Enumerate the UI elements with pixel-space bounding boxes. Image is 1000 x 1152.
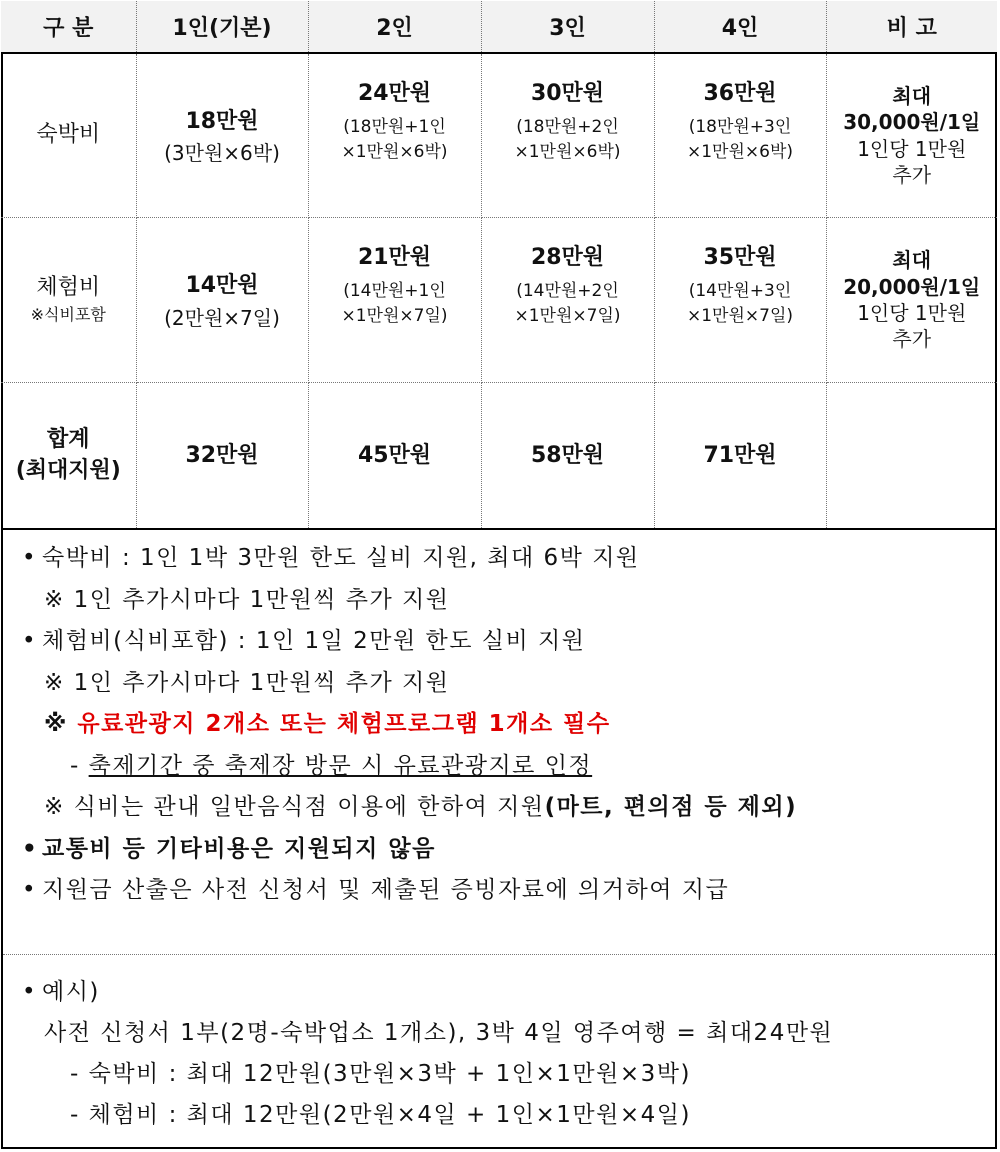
cell-lodging-4	[654, 53, 826, 218]
amount-calc: ×1만원×7일)	[686, 305, 794, 326]
amount-calc: (3만원×6박)	[164, 141, 280, 166]
cell-lodging-3	[481, 53, 654, 218]
total-4: 71만원	[654, 383, 826, 530]
note-text-bold: (마트, 편의점 등 제외)	[544, 794, 798, 820]
note-required	[22, 704, 972, 746]
section-divider	[3, 954, 995, 955]
note-meal	[22, 787, 972, 829]
row-label-note: ※식비포함	[30, 305, 106, 325]
header-remark: 비 고	[826, 1, 997, 53]
row-label-text: 체험비	[36, 275, 101, 301]
amount: 36만원	[703, 81, 777, 106]
table-row-total	[1, 383, 997, 530]
note-experience	[22, 621, 972, 663]
amount-calc: ×1만원×7일)	[514, 305, 621, 326]
remark-line: 1인당 1만원	[857, 136, 967, 161]
amount-calc: ×1만원×7일)	[341, 305, 448, 326]
example-line-3: - 체험비 : 최대 12만원(2만원×4일 + 1인×1만원×4일)	[70, 1102, 691, 1128]
amount-calc: ×1만원×6박)	[341, 141, 448, 162]
amount-calc: (14만원+3인	[688, 281, 792, 302]
note-text: 교통비 등 기타비용은 지원되지 않음	[42, 835, 436, 862]
amount: 28만원	[530, 245, 605, 270]
note-dash: -	[70, 752, 89, 779]
amount-calc: (18만원+2인	[516, 117, 619, 138]
note-text: 숙박비 : 1인 1박 3만원 한도 실비 지원, 최대 6박 지원	[42, 545, 640, 571]
amount: 21만원	[357, 245, 432, 270]
total-2: 45만원	[308, 383, 481, 530]
note-required-text: 유료관광지 2개소 또는 체험프로그램 1개소 필수	[77, 711, 611, 737]
amount: 14만원	[185, 273, 259, 299]
bullet: •	[22, 835, 39, 862]
support-fee-table	[1, 1, 997, 530]
note-festival-text: 축제기간 중 축제장 방문 시 유료관광지로 인정	[88, 752, 593, 779]
note-text: 체험비(식비포함) : 1인 1일 2만원 한도 실비 지원	[42, 628, 586, 654]
example-line-2: - 숙박비 : 최대 12만원(3만원×3박 + 1인×1만원×3박)	[70, 1061, 691, 1087]
amount-calc: ×1만원×6박)	[514, 141, 621, 162]
bullet: •	[22, 628, 38, 654]
note-text: ※ 1인 추가시마다 1만원씩 추가 지원	[44, 586, 450, 613]
remark-line: 30,000원/1일	[843, 110, 981, 135]
remark-experience	[826, 218, 997, 383]
total-1: 32만원	[136, 383, 308, 530]
note-festival	[22, 746, 972, 788]
amount-calc: (14만원+2인	[516, 281, 619, 302]
header-2-persons: 2인	[308, 1, 481, 53]
note-text: 지원금 산출은 사전 신청서 및 제출된 증빙자료에 의거하여 지급	[42, 877, 730, 903]
header-1-person: 1인(기본)	[136, 1, 308, 53]
total-remark	[826, 383, 997, 530]
amount: 24만원	[357, 81, 432, 106]
note-experience-extra	[22, 663, 972, 705]
row-label-text: (최대지원)	[15, 457, 121, 483]
remark-line: 추가	[892, 327, 932, 352]
cell-lodging-1	[136, 53, 308, 218]
bullet: •	[22, 979, 38, 1005]
cell-experience-3	[481, 218, 654, 383]
notes-section	[22, 538, 972, 912]
remark-line: 20,000원/1일	[843, 274, 981, 299]
amount-calc: (18만원+1인	[343, 117, 446, 138]
row-label-total	[1, 383, 136, 530]
note-text: ※ 식비는 관내 일반음식점 이용에 한하여 지원	[44, 794, 545, 820]
remark-line: 최대	[892, 248, 932, 273]
note-lodging-extra	[22, 580, 972, 622]
cell-experience-2	[308, 218, 481, 383]
amount-calc: (18만원+3인	[688, 117, 792, 138]
note-transport	[22, 829, 972, 871]
cell-experience-1	[136, 218, 308, 383]
amount-calc: (2만원×7일)	[164, 305, 280, 330]
table-header-row	[1, 1, 997, 53]
example-title-text: 예시)	[42, 979, 100, 1005]
note-mark: ※	[44, 711, 78, 737]
amount-calc: ×1만원×6박)	[686, 141, 794, 162]
amount: 18만원	[185, 108, 259, 134]
note-text: ※ 1인 추가시마다 1만원씩 추가 지원	[44, 669, 450, 696]
remark-lodging	[826, 53, 997, 218]
remark-line: 1인당 1만원	[857, 301, 967, 325]
row-label-experience	[1, 218, 136, 383]
remark-line: 최대	[892, 83, 932, 108]
bullet: •	[22, 545, 38, 571]
amount: 35만원	[703, 245, 777, 270]
amount: 30만원	[530, 81, 605, 106]
example-title	[22, 972, 972, 1013]
total-3: 58만원	[481, 383, 654, 530]
table-row-lodging	[1, 53, 997, 218]
header-3-persons: 3인	[481, 1, 654, 53]
example-line-1: 사전 신청서 1부(2명-숙박업소 1개소), 3박 4일 영주여행 = 최대24만원	[44, 1020, 834, 1046]
row-label-lodging	[1, 53, 136, 218]
note-lodging	[22, 538, 972, 580]
row-label-text: 합계	[46, 426, 90, 452]
example-section	[22, 972, 972, 1136]
bullet: •	[22, 877, 38, 903]
header-category: 구 분	[1, 1, 136, 53]
row-label-text: 숙박비	[36, 122, 101, 148]
header-4-persons: 4인	[654, 1, 826, 53]
cell-lodging-2	[308, 53, 481, 218]
cell-experience-4	[654, 218, 826, 383]
note-basis	[22, 870, 972, 912]
remark-line: 추가	[892, 162, 932, 187]
amount-calc: (14만원+1인	[343, 281, 446, 302]
table-row-experience	[1, 218, 997, 383]
